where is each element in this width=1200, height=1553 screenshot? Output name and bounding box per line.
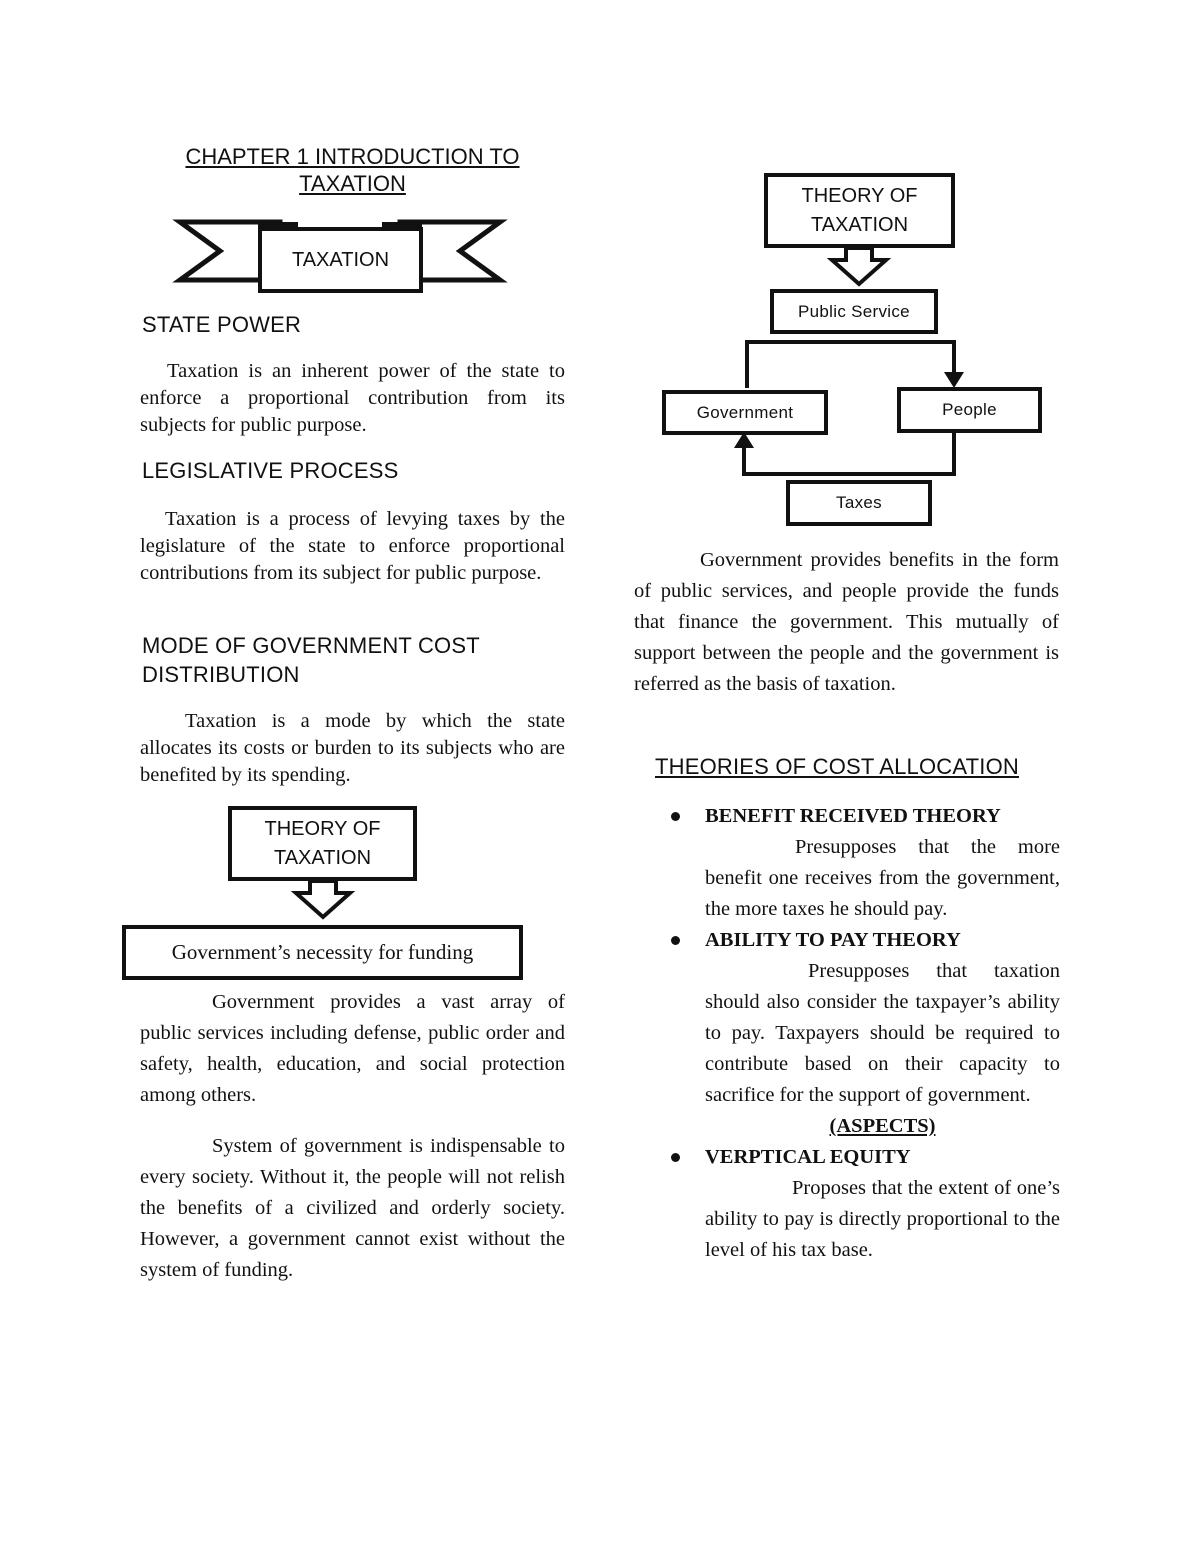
page-title-line2: TAXATION <box>299 171 406 196</box>
diagram-necessity-label: Government’s necessity for funding <box>171 940 474 964</box>
government-label: Government <box>696 402 794 422</box>
para-benefits: Government provides benefits in the form of public services, and people provide the funds that finance the government. This mutually of support between the people and the government is referred as the basis of taxation. <box>634 549 1059 695</box>
bullet-icon <box>671 936 680 945</box>
heading-mode-of-distribution <box>142 631 480 689</box>
down-arrow-icon <box>290 879 356 921</box>
para-mode-of-distribution: Taxation is a mode by which the state allocates its costs or burden to its subjects who are benefited by its spending. <box>140 710 565 786</box>
diagram2-theory-line1: THEORY OF <box>801 184 918 207</box>
people-box <box>897 387 1042 433</box>
diagram-necessity-box <box>122 925 523 980</box>
theory-title: ABILITY TO PAY THEORY <box>705 929 961 951</box>
list-item-vertical-equity <box>668 1142 1060 1266</box>
para-legislative-process: Taxation is a process of levying taxes by the legislature of the state to enforce proportional contributions from its subject for public purpose. <box>140 508 565 584</box>
banner-label-box <box>258 227 423 293</box>
theory-description: Presupposes that taxation should also consider the taxpayer’s ability to pay. Taxpayers should be required to contribute based on their capacity to sacrifice for the support of government. <box>705 960 1060 1106</box>
diagram-theory-line2: TAXATION <box>273 846 372 869</box>
taxes-label: Taxes <box>836 493 882 512</box>
diagram2-theory-of-taxation-box <box>764 173 955 248</box>
heading-state-power: STATE POWER <box>142 312 302 337</box>
diagram-theory-line1: THEORY OF <box>264 817 381 840</box>
government-box <box>662 390 828 435</box>
public-service-box <box>770 289 938 334</box>
banner-label: TAXATION <box>291 248 390 271</box>
para-public-services: Government provides a vast array of public services including defense, public order and safety, health, education, and social protection among others. <box>140 991 565 1106</box>
people-label: People <box>942 400 997 419</box>
aspect-title: VERPTICAL EQUITY <box>705 1146 911 1168</box>
down-arrow-icon-2 <box>826 246 892 288</box>
public-service-label: Public Service <box>798 301 910 321</box>
theories-list <box>668 801 1060 1266</box>
heading-theories-of-cost-allocation: THEORIES OF COST ALLOCATION <box>655 754 1019 779</box>
page-title-line1: CHAPTER 1 INTRODUCTION TO <box>185 144 520 169</box>
diagram2-theory-line2: TAXATION <box>810 213 909 236</box>
heading-mode-line1: MODE OF GOVERNMENT COST <box>142 633 480 658</box>
diagram-theory-of-taxation-box <box>228 806 417 881</box>
list-item-ability-to-pay <box>668 925 1060 1111</box>
list-item-benefit-received <box>668 801 1060 925</box>
heading-legislative-process: LEGISLATIVE PROCESS <box>142 458 399 483</box>
para-state-power: Taxation is an inherent power of the state to enforce a proportional contribution from its subjects for public purpose. <box>140 360 565 436</box>
bullet-icon <box>671 1153 680 1162</box>
aspects-label: (ASPECTS) <box>829 1115 936 1137</box>
taxes-box <box>786 480 932 526</box>
theory-description: Presupposes that the more benefit one receives from the government, the more taxes he should pay. <box>705 836 1060 920</box>
heading-mode-line2: DISTRIBUTION <box>142 662 300 687</box>
para-system-of-government: System of government is indispensable to every society. Without it, the people will not relish the benefits of a civilized and orderly society. However, a government cannot exist without the system of funding. <box>140 1135 565 1281</box>
aspect-description: Proposes that the extent of one’s ability to pay is directly proportional to the level of his tax base. <box>705 1177 1060 1261</box>
theory-title: BENEFIT RECEIVED THEORY <box>705 805 1001 827</box>
bullet-icon <box>671 812 680 821</box>
page-title <box>140 143 565 197</box>
